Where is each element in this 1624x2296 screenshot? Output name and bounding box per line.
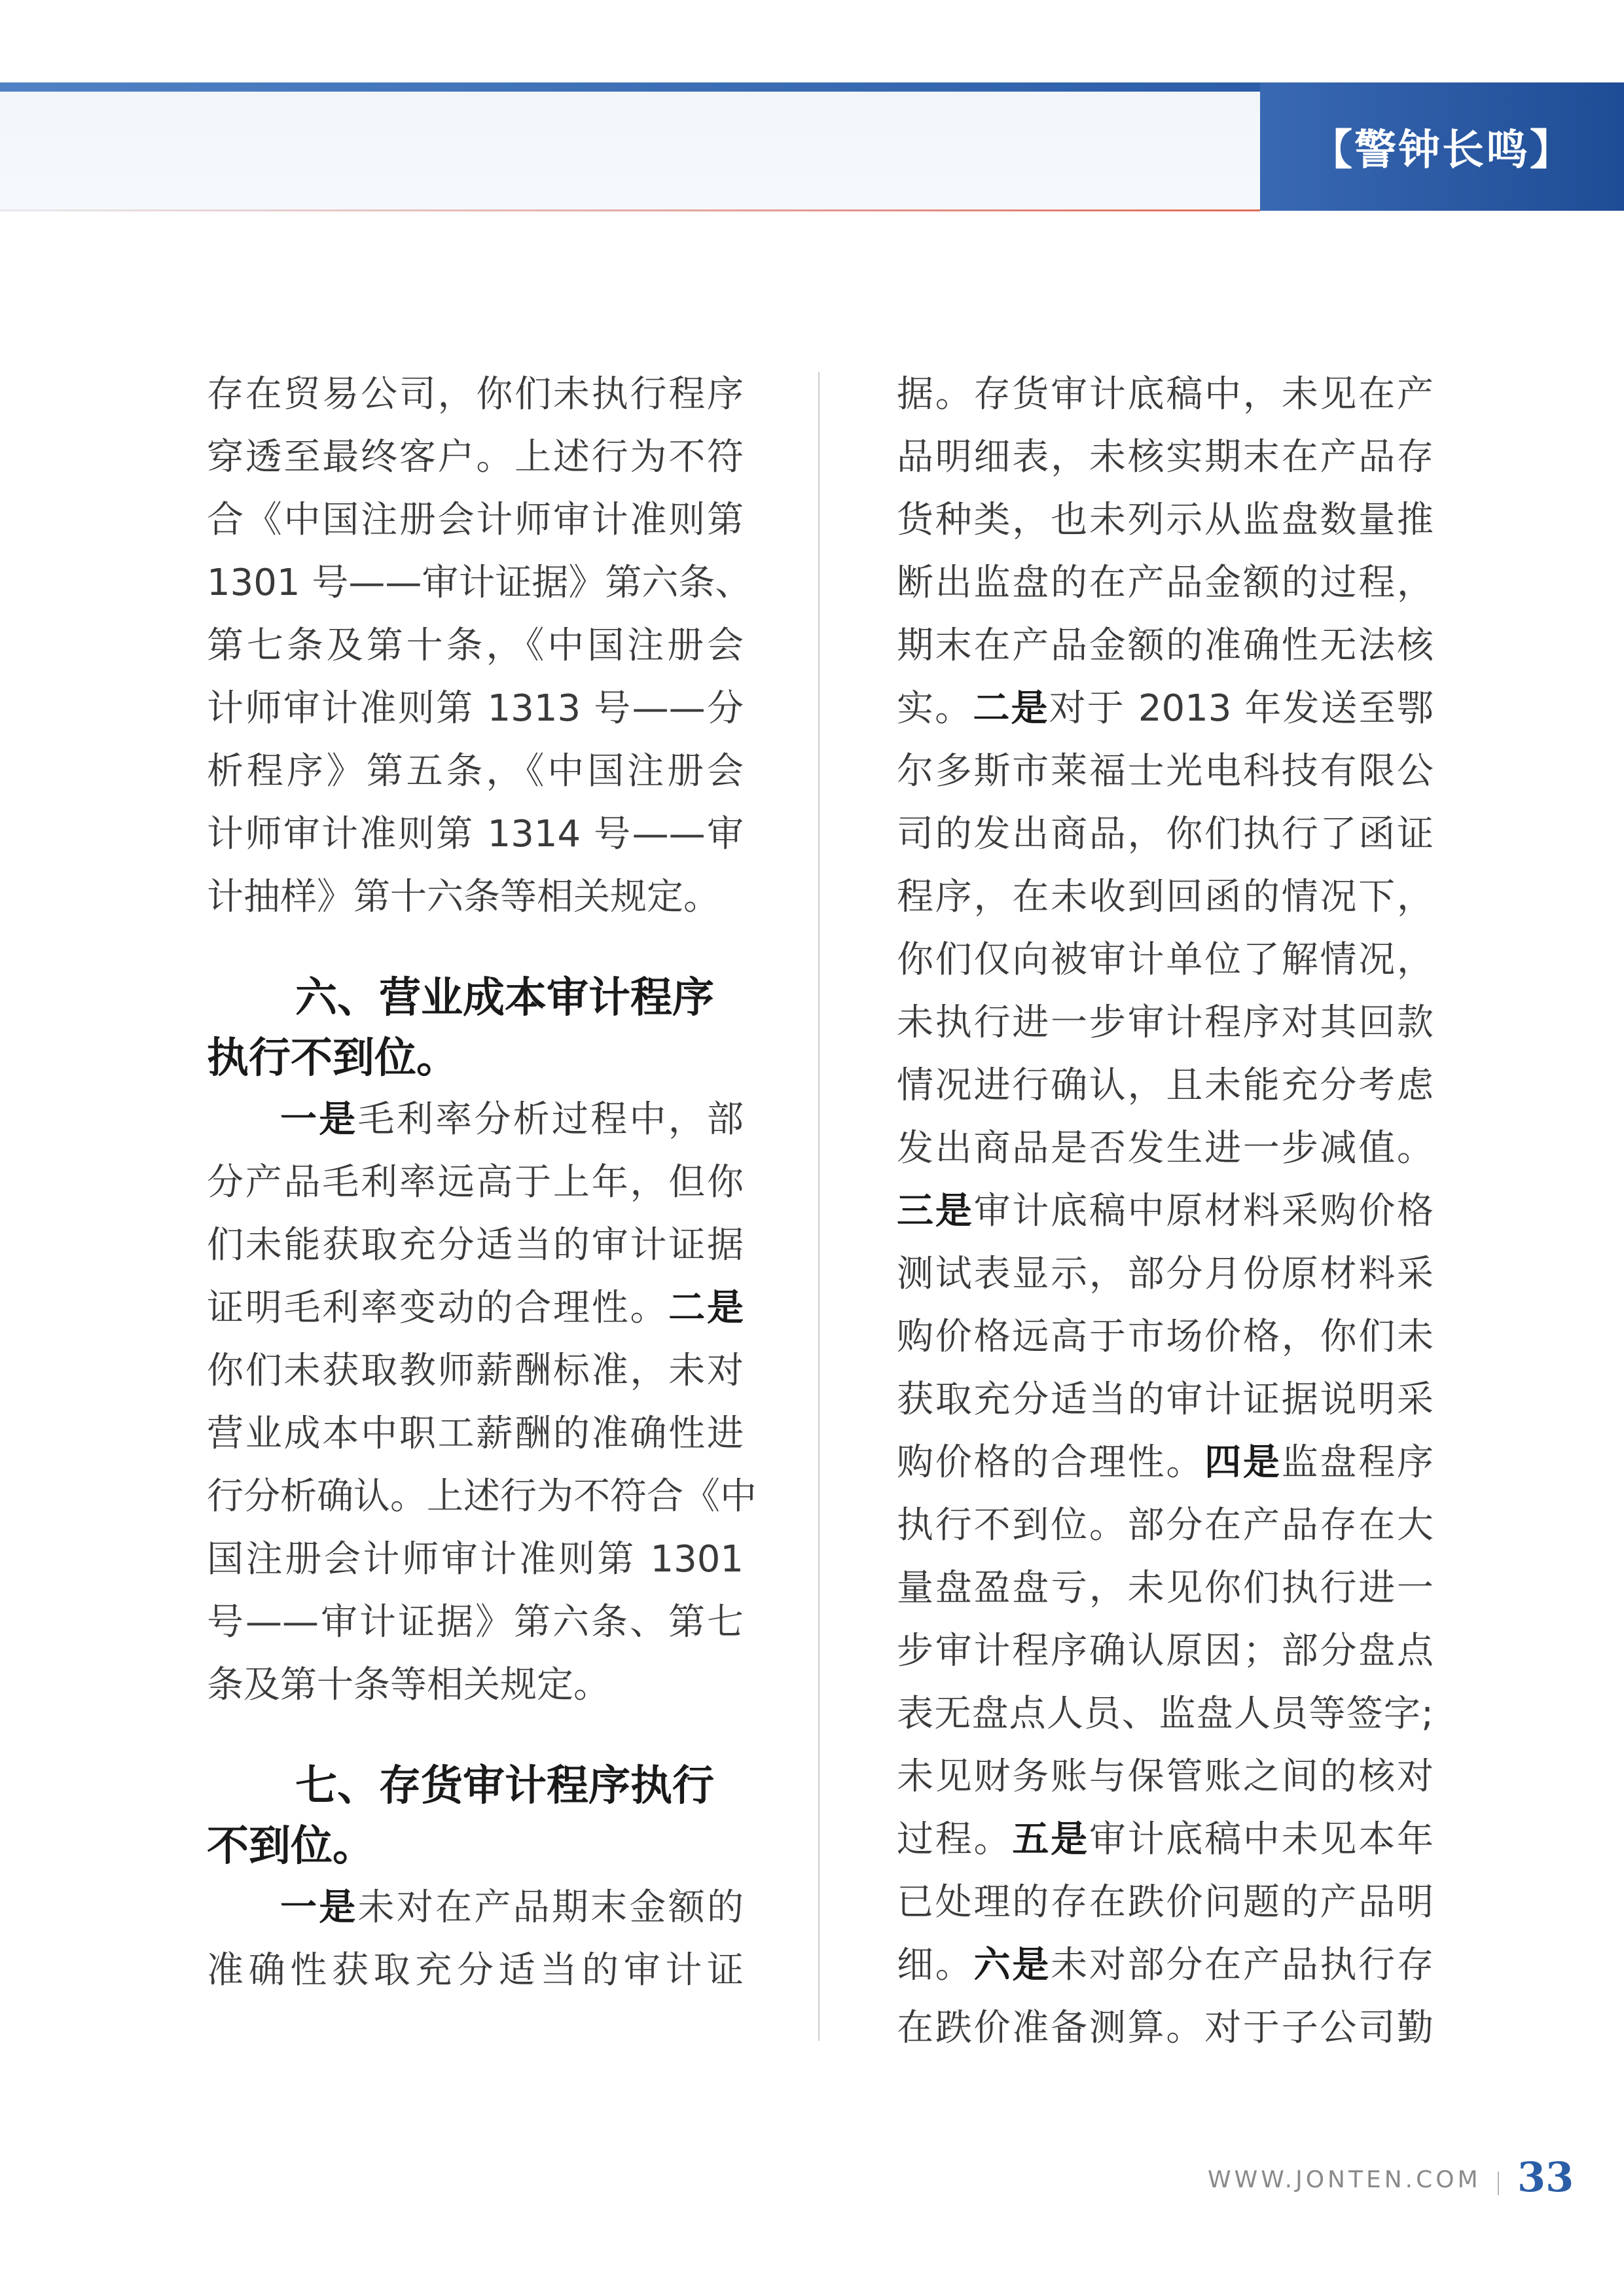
text-line — [897, 1620, 1434, 1683]
footer-separator — [1498, 2172, 1499, 2195]
text-line — [207, 866, 744, 929]
text-run: 条及第十条等相关规定。 — [207, 1664, 610, 1706]
text-run: 存在贸易公司，你们未执行程序 — [207, 373, 744, 416]
text-line — [897, 1369, 1434, 1431]
text-line — [897, 1306, 1434, 1369]
text-run: 期末在产品金额的准确性无法核 — [897, 624, 1434, 667]
text-run: 准确性获取充分适当的审计证 — [207, 1949, 744, 1992]
text-line — [897, 552, 1434, 615]
text-line — [897, 1117, 1434, 1180]
text-run: 执行不到位。 — [207, 1034, 458, 1083]
emphasis-label: 一是 — [280, 1886, 358, 1929]
page-number: 33 — [1517, 2153, 1574, 2201]
text-line — [897, 1934, 1434, 1997]
text-line — [207, 489, 744, 552]
text-run: 七、存货审计程序执行 — [295, 1762, 714, 1810]
text-line — [207, 1465, 757, 1528]
text-line — [897, 740, 1434, 803]
text-run: 析程序》第五条，《中国注册会 — [207, 750, 744, 793]
text-run: 据。存货审计底稿中，未见在产 — [897, 373, 1434, 416]
paragraph-gap — [207, 1717, 744, 1756]
text-run: 情况进行确认，且未能充分考虑 — [897, 1064, 1434, 1107]
text-run: 未对部分在产品执行存 — [1051, 1944, 1434, 1986]
text-run: 过程。 — [897, 1818, 1013, 1861]
text-run: 合《中国注册会计师审计准则第 — [207, 499, 744, 541]
text-run: 货种类，也未列示从监盘数量推 — [897, 499, 1434, 541]
text-run: 在跌价准备测算。对于子公司勤 — [897, 2007, 1434, 2049]
text-line — [897, 677, 1434, 740]
text-run: 你们未获取教师薪酬标准，未对 — [207, 1350, 744, 1392]
text-run: 国注册会计师审计准则第 1301 — [207, 1538, 744, 1581]
text-line — [897, 1871, 1434, 1934]
text-line — [897, 1808, 1434, 1871]
text-run: 营业成本中职工薪酬的准确性进 — [207, 1412, 744, 1455]
text-line — [207, 1591, 744, 1654]
text-run: 量盘盈盘亏，未见你们执行进一 — [897, 1567, 1434, 1609]
text-line — [897, 803, 1434, 866]
text-run: 号——审计证据》第六条、第七 — [207, 1601, 744, 1643]
text-line — [897, 615, 1434, 677]
right-column — [897, 363, 1434, 2060]
text-run: 计师审计准则第 1313 号——分 — [207, 687, 744, 730]
text-run: 对于 2013 年发送至鄂 — [1049, 687, 1434, 730]
text-run: 穿透至最终客户。上述行为不符 — [207, 436, 744, 478]
text-run: 购价格的合理性。 — [897, 1441, 1205, 1484]
column-divider — [818, 372, 820, 2041]
header-top-line — [0, 82, 1260, 92]
text-line — [897, 1997, 1434, 2060]
text-run: 审计底稿中未见本年 — [1089, 1818, 1434, 1861]
text-run: 细。 — [897, 1944, 974, 1986]
section-tag — [1260, 82, 1624, 211]
text-run: 程序，在未收到回函的情况下， — [897, 876, 1434, 918]
text-line — [207, 1876, 744, 1939]
emphasis-label: 二是 — [668, 1287, 744, 1329]
text-line — [897, 363, 1434, 426]
text-run: 尔多斯市莱福士光电科技有限公 — [897, 750, 1434, 793]
text-run: 1301 号——审计证据》第六条、 — [207, 562, 752, 604]
text-line — [207, 1088, 744, 1151]
text-run: 步审计程序确认原因；部分盘点 — [897, 1630, 1434, 1672]
text-line — [897, 1431, 1434, 1494]
text-line — [207, 552, 752, 615]
text-line — [207, 615, 744, 677]
text-run: 们未能获取充分适当的审计证据 — [207, 1224, 744, 1266]
text-run: 购价格远高于市场价格，你们未 — [897, 1316, 1434, 1358]
emphasis-label: 三是 — [897, 1190, 974, 1232]
text-line — [897, 1180, 1434, 1243]
text-line — [897, 1494, 1434, 1557]
text-line — [897, 1557, 1434, 1620]
text-line — [207, 426, 744, 489]
text-run: 实。 — [897, 687, 973, 730]
text-run: 证明毛利率变动的合理性。 — [207, 1287, 669, 1329]
emphasis-label: 二是 — [973, 687, 1049, 730]
section-heading — [207, 1756, 744, 1816]
text-line — [897, 929, 1434, 992]
section-tag-label: 【警钟长鸣】 — [1310, 126, 1574, 175]
text-run: 毛利率分析过程中，部 — [357, 1098, 744, 1141]
text-run: 表无盘点人员、监盘人员等签字; — [897, 1693, 1434, 1735]
emphasis-label: 四是 — [1204, 1441, 1282, 1484]
text-run: 未执行进一步审计程序对其回款 — [897, 1001, 1434, 1044]
text-run: 品明细表，未核实期末在产品存 — [897, 436, 1434, 478]
text-run: 测试表显示，部分月份原材料采 — [897, 1253, 1434, 1295]
text-line — [207, 1403, 744, 1465]
text-run: 计抽样》第十六条等相关规定。 — [207, 876, 720, 918]
text-run: 第七条及第十条，《中国注册会 — [207, 624, 744, 667]
text-line — [897, 1054, 1434, 1117]
text-run: 发出商品是否发生进一步减值。 — [897, 1127, 1434, 1170]
text-line — [897, 426, 1434, 489]
text-run: 未见财务账与保管账之间的核对 — [897, 1755, 1434, 1798]
text-line — [207, 677, 744, 740]
text-line — [207, 1151, 744, 1214]
section-heading — [207, 1028, 744, 1088]
section-heading — [207, 968, 744, 1028]
emphasis-label: 六是 — [973, 1944, 1051, 1986]
text-line — [207, 803, 744, 866]
header-band — [0, 82, 1260, 211]
text-line — [207, 1939, 744, 2002]
text-run: 审计底稿中原材料采购价格 — [973, 1190, 1434, 1232]
left-column — [207, 363, 757, 2002]
emphasis-label: 一是 — [280, 1098, 358, 1141]
text-line — [897, 1683, 1434, 1746]
text-line — [207, 1654, 744, 1717]
text-run: 计师审计准则第 1314 号——审 — [207, 813, 744, 855]
text-run: 断出监盘的在产品金额的过程， — [897, 562, 1434, 604]
text-line — [207, 1277, 744, 1340]
text-run: 行分析确认。上述行为不符合《中 — [207, 1475, 757, 1518]
text-line — [207, 1214, 744, 1277]
section-heading — [207, 1816, 744, 1876]
text-line — [897, 992, 1434, 1054]
text-line — [897, 1746, 1434, 1808]
text-line — [207, 363, 744, 426]
text-run: 分产品毛利率远高于上年，但你 — [207, 1161, 744, 1204]
text-line — [207, 1340, 744, 1403]
text-run: 你们仅向被审计单位了解情况， — [897, 939, 1434, 981]
text-run: 不到位。 — [207, 1822, 374, 1871]
emphasis-label: 五是 — [1012, 1818, 1089, 1861]
text-run: 六、营业成本审计程序 — [295, 974, 714, 1022]
text-run: 已处理的存在跌价问题的产品明 — [897, 1881, 1434, 1924]
text-run: 司的发出商品，你们执行了函证 — [897, 813, 1434, 855]
text-line — [897, 1243, 1434, 1306]
text-line — [897, 866, 1434, 929]
text-line — [207, 1528, 744, 1591]
paragraph-gap — [207, 929, 744, 968]
text-run: 获取充分适当的审计证据说明采 — [897, 1378, 1434, 1421]
text-run: 执行不到位。部分在产品存在大 — [897, 1504, 1434, 1547]
footer-website: WWW.JONTEN.COM — [1208, 2166, 1481, 2193]
text-line — [207, 740, 744, 803]
text-line — [897, 489, 1434, 552]
text-run: 未对在产品期末金额的 — [357, 1886, 744, 1929]
text-run: 监盘程序 — [1281, 1441, 1434, 1484]
header-accent-line — [0, 209, 1260, 211]
